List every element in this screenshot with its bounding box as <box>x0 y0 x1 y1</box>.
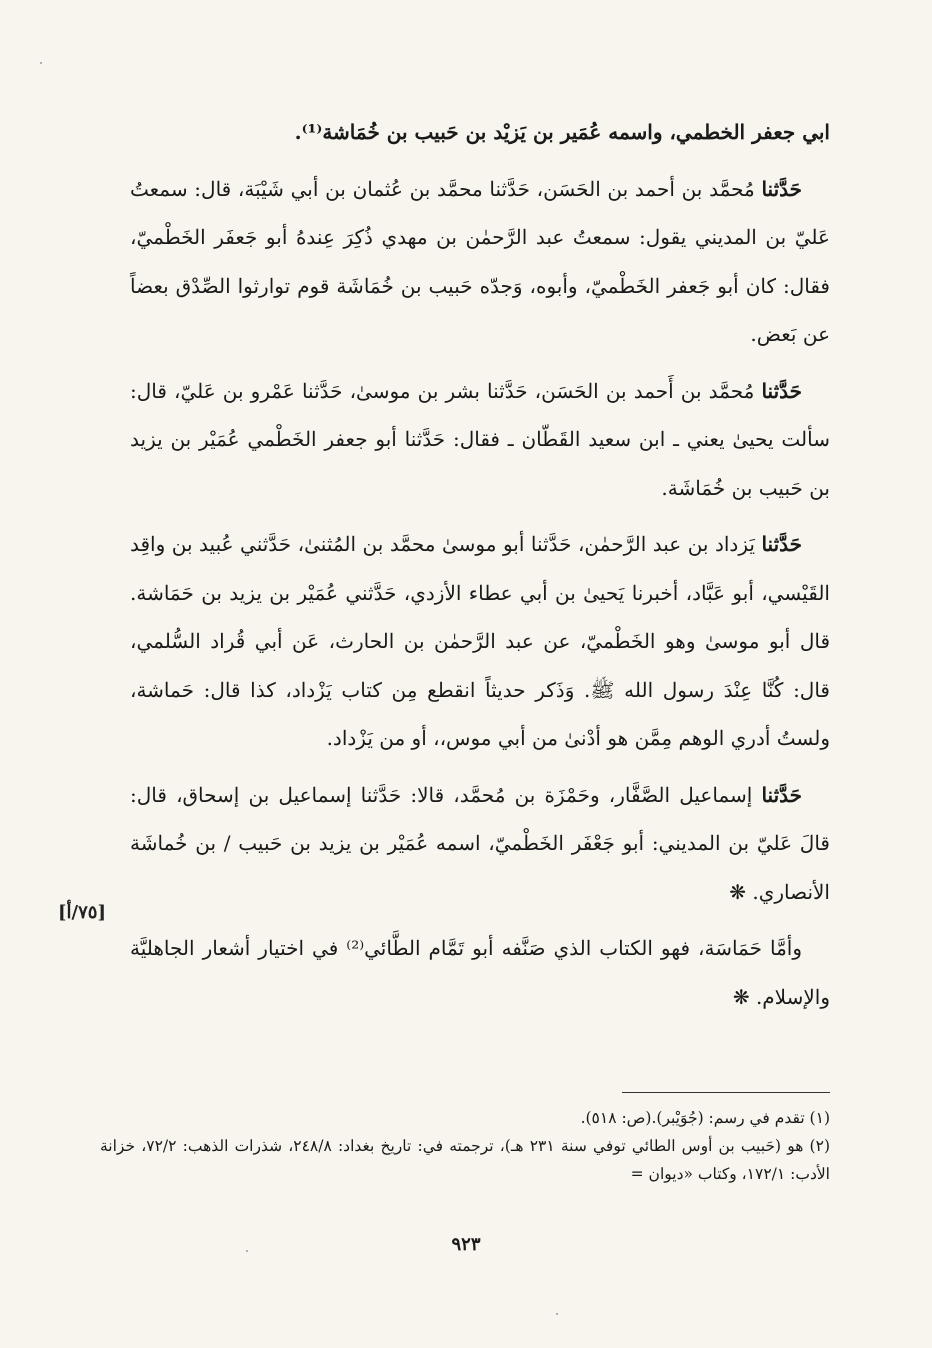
paragraph-2 <box>130 165 830 359</box>
main-text <box>130 108 830 1021</box>
footnotes <box>100 1104 830 1188</box>
footnote-1: (١) تقدم في رسم: (جُوَيْبر).(ص: ٥١٨). <box>580 1109 830 1127</box>
paragraph-5 <box>130 771 830 917</box>
footnote-2: (٢) هو (حَبيب بن أوس الطائي توفي سنة ٢٣١ هـ)، ترجمته في: تاريخ بغداد: ٢٤٨/٨، شذرات الذهب: ٧٢/٢، خزانة الأدب: ١٧٢/١، وكتاب «ديوان = <box>100 1137 830 1183</box>
paragraph-1 <box>130 108 830 157</box>
paragraph-lead: حَدَّثنا <box>761 176 803 201</box>
paper-speck <box>40 62 42 64</box>
paragraph-text: ابي جعفر الخطمي، واسمه عُمَير بن يَزيْد بن حَبيب بن خُمَاشة⁽¹⁾. <box>294 120 830 144</box>
manuscript-folio-marker: [٧٥/أ] <box>58 902 106 923</box>
paragraph-3 <box>130 367 830 513</box>
paragraph-lead: حَدَّثنا <box>761 782 802 807</box>
paragraph-text: يَزداد بن عبد الرَّحمٰن، حَدَّثنا أبو موسىٰ محمَّد بن المُثنىٰ، حَدَّثني عُبيد بن واقِد القَيْسي، أبو عَبَّاد، أخبرنا يَحيىٰ بن أبي عطاء الأزدي، حَدَّثني عُمَيْر بن يزيد بن حَمَاشة. قال أبو موسىٰ وهو الخَطْميّ، عن عبد الرَّحمٰن بن الحارث، عَن أبي قُراد السُّلمي، قال: كُنَّا عِنْدَ رسول الله ﷺ. وَذَكر حديثاً انقطع مِن كتاب يَزْداد، كذا قال: حَماشة، ولستُ أدري الوهم مِمَّن هو أدْنىٰ من أبي موس،، أو من يَزْداد. <box>130 532 830 750</box>
paragraph-text: وأمَّا حَمَاسَة، فهو الكتاب الذي صَنَّفه أبو تَمَّام الطَّائي⁽²⁾ في اختيار أشعار الجاهليَّة والإسلام. ❋ <box>130 936 830 1009</box>
paragraph-6 <box>130 924 830 1021</box>
paragraph-4 <box>130 520 830 763</box>
paragraph-text: مُحمَّد بن أَحمد بن الحَسَن، حَدَّثنا بشر بن موسىٰ، حَدَّثنا عَمْرو بن عَليّ، قال: سألت يحيىٰ يعني ـ ابن سعيد القَطّان ـ فقال: حَدَّثنا أبو جعفر الخَطْمي عُمَيْر بن يزيد بن حَبيب بن خُمَاشَة. <box>130 378 830 500</box>
footnote-separator <box>622 1092 830 1093</box>
paper-speck <box>556 1313 558 1315</box>
page-number: ٩٢٣ <box>451 1234 481 1255</box>
paragraph-text: مُحمَّد بن أحمد بن الحَسَن، حَدَّثنا محمَّد بن عُثمان بن أبي شَيْبَة، قال: سمعتُ عَليّ بن المديني يقول: سمعتُ عبد الرَّحمٰن بن مهدي ذُكِرَ عِندهُ أبو جَعفَر الخَطْميّ، فقال: كان أبو جَعفر الخَطْميّ، وأبوه، وَجدّه حَبيب بن خُمَاشَة قوم توارثوا الصِّدْق بعضاً عن بَعض. <box>130 176 830 346</box>
paragraph-lead: حَدَّثنا <box>761 378 802 403</box>
paper-speck <box>246 1250 248 1252</box>
paragraph-lead: حَدَّثنا <box>761 532 802 556</box>
paragraph-text: إسماعيل الصَّفَّار، وحَمْزَة بن مُحمَّد، قالا: حَدَّثنا إسماعيل بن إسحاق، قال: قالَ عَليّ بن المديني: أبو جَعْفَر الخَطْميّ، اسمه عُمَيْر بن يزيد بن حَبيب / بن خُماشَة الأنصاري. ❋ <box>130 782 830 904</box>
